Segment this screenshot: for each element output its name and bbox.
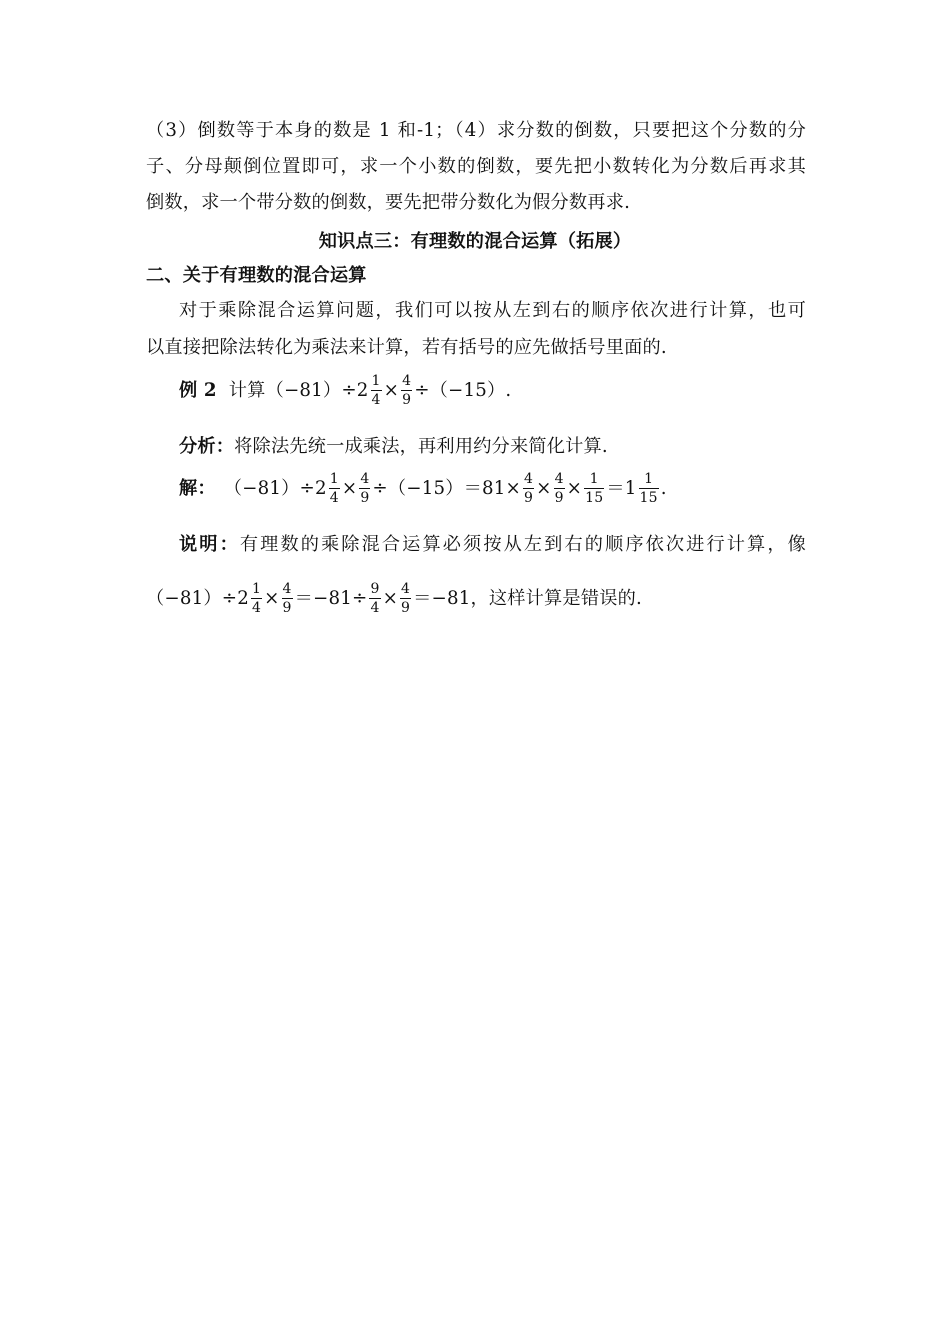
math-text: × (264, 587, 280, 609)
fraction: $\frac{4}{9}$ (524, 471, 534, 506)
math-text: × (383, 379, 400, 401)
math-text: （−81）÷2 (146, 587, 249, 609)
fraction: $\frac{1}{4}$ (371, 373, 381, 408)
math-text: × (341, 477, 358, 499)
fraction: $\frac{4}{9}$ (282, 581, 292, 616)
fraction: $\frac{9}{4}$ (370, 581, 380, 616)
fraction: $\frac{4}{9}$ (554, 471, 564, 506)
note-line (179, 532, 806, 558)
analysis-text: 将除法先统一成乘法，再利用约分来简化计算. (234, 436, 608, 457)
analysis-label: 分析： (179, 436, 235, 457)
paragraph-line: 子、分母颠倒位置即可，求一个小数的倒数，要先把小数转化为分数后再求其 (146, 156, 806, 177)
paragraph-line: 倒数，求一个带分数的倒数，要先把带分数化为假分数再求. (146, 192, 631, 213)
solution-label: 解： (179, 477, 216, 499)
fraction: $\frac{4}{9}$ (402, 373, 412, 408)
fraction: $\frac{4}{9}$ (360, 471, 370, 506)
math-text: ÷（−15）. (414, 379, 512, 401)
note-formula-line (146, 580, 642, 617)
math-text: ＝−81，这样计算是错误的. (413, 587, 642, 609)
math-text: ÷（−15）＝81× (372, 477, 521, 499)
note-text: 有理数的乘除混合运算必须按从左到右的顺序依次进行计算，像 (239, 534, 806, 555)
fraction: $\frac{1}{4}$ (251, 581, 262, 616)
paragraph-line: 对于乘除混合运算问题，我们可以按从左到右的顺序依次进行计算，也可 (179, 300, 806, 321)
paragraph-line: （3）倒数等于本身的数是 1 和-1；（4）求分数的倒数，只要把这个分数的分 (146, 120, 806, 141)
fraction: $\frac{1}{15}$ (639, 471, 658, 506)
note-label: 说明： (179, 534, 240, 555)
math-text: ＝1 (606, 477, 637, 499)
fraction: $\frac{4}{9}$ (401, 581, 411, 616)
example-label: 例 2 (179, 379, 217, 401)
example-line (179, 372, 511, 409)
paragraph-line: 以直接把除法转化为乘法来计算，若有括号的应先做括号里面的. (146, 337, 667, 358)
subheading: 二、关于有理数的混合运算 (146, 265, 367, 286)
solution-line (179, 470, 667, 507)
math-text: （−81）÷2 (223, 477, 327, 499)
fraction: $\frac{1}{4}$ (329, 471, 339, 506)
math-text: （−81）÷2 (265, 379, 369, 401)
fraction: $\frac{1}{15}$ (585, 471, 604, 506)
example-lead: 计算 (228, 379, 266, 401)
math-text: × (382, 587, 399, 609)
analysis-line (179, 434, 608, 460)
section-title: 知识点三：有理数的混合运算（拓展） (318, 231, 632, 252)
math-text: × (536, 477, 552, 499)
math-text: . (660, 477, 667, 499)
math-text: × (566, 477, 583, 499)
math-text: ＝−81÷ (294, 587, 368, 609)
